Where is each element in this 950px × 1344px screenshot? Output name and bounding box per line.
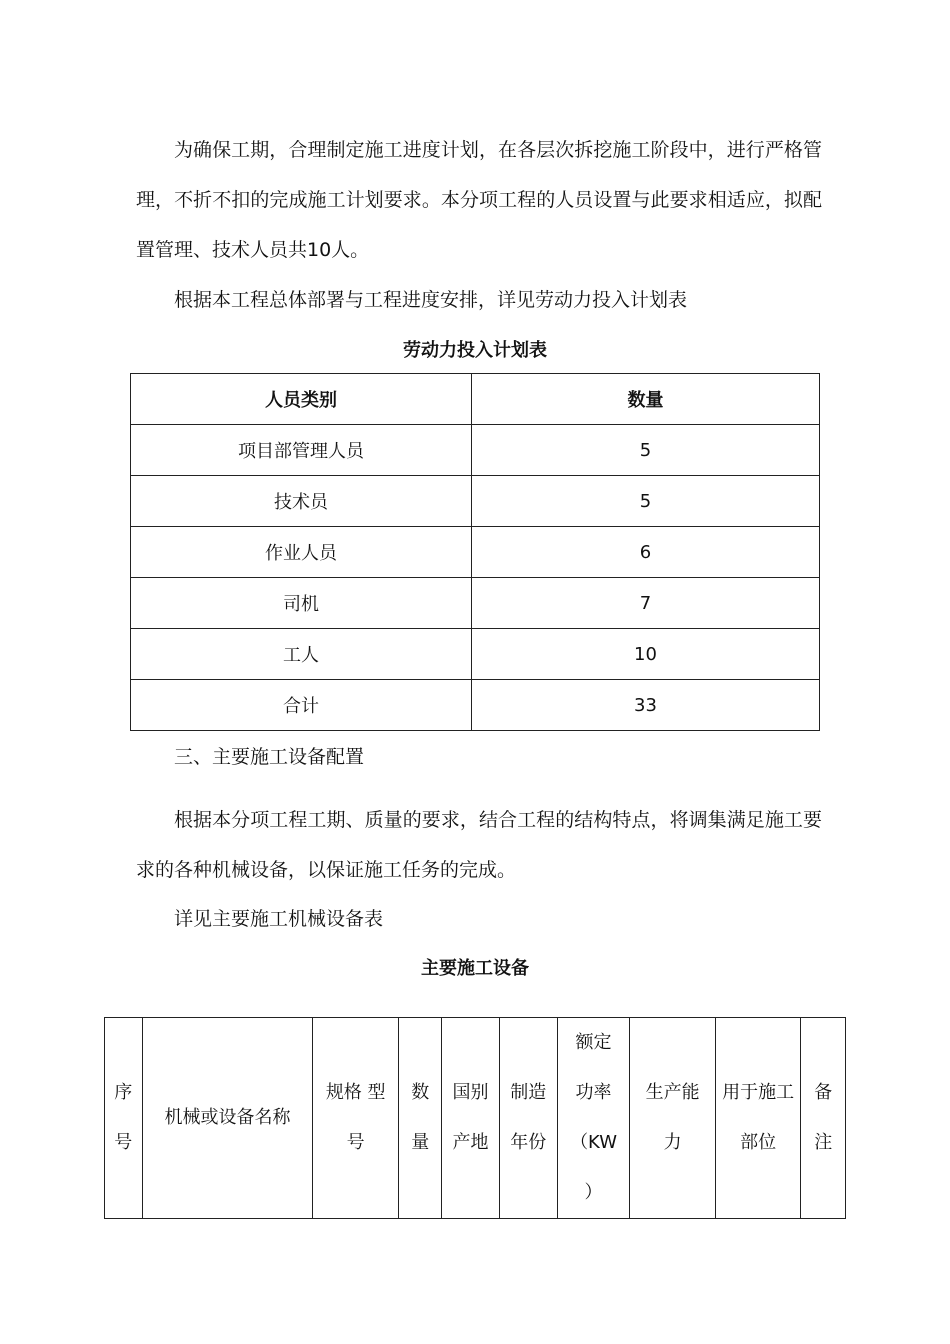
equipment-table-caption: 主要施工设备 (421, 958, 529, 979)
header-construction-location: 用于施工 部位 (715, 1018, 801, 1219)
category-cell: 项目部管理人员 (131, 425, 472, 476)
intro-paragraph: 为确保工期，合理制定施工进度计划，在各层次拆挖施工阶段中，进行严格管理，不折不扣的完成施工计划要求。本分项工程的人员设置与此要求相适应，拟配置管理、技术人员共10人。 (136, 139, 822, 261)
header-production-capacity: 生产能 力 (630, 1018, 716, 1219)
quantity-cell: 5 (472, 425, 820, 476)
category-cell: 作业人员 (131, 527, 472, 578)
table-row (131, 425, 820, 476)
header-equipment-name: 机械或设备名称 (142, 1018, 313, 1219)
table-row-total (131, 680, 820, 731)
header-manufacture-year: 制造 年份 (499, 1018, 557, 1219)
table-header-row (131, 374, 820, 425)
header-quantity: 数 量 (398, 1018, 441, 1219)
header-quantity: 数量 (472, 374, 820, 425)
header-personnel-category: 人员类别 (131, 374, 472, 425)
header-remarks: 备 注 (801, 1018, 846, 1219)
table-row (131, 629, 820, 680)
quantity-cell: 6 (472, 527, 820, 578)
quantity-cell: 5 (472, 476, 820, 527)
equipment-description-paragraph: 根据本分项工程工期、质量的要求，结合工程的结构特点，将调集满足施工要求的各种机械设备，以保证施工任务的完成。 (136, 809, 822, 881)
equipment-table (104, 1017, 846, 1219)
labor-reference-paragraph: 根据本工程总体部署与工程进度安排，详见劳动力投入计划表 (174, 289, 688, 311)
category-cell: 合计 (131, 680, 472, 731)
category-cell: 技术员 (131, 476, 472, 527)
header-serial-no: 序 号 (105, 1018, 143, 1219)
section-heading: 三、主要施工设备配置 (174, 746, 365, 768)
header-country-origin: 国别 产地 (442, 1018, 499, 1219)
table-row (131, 476, 820, 527)
quantity-cell: 10 (472, 629, 820, 680)
category-cell: 司机 (131, 578, 472, 629)
header-specification-model: 规格 型 号 (313, 1018, 399, 1219)
table-row (131, 578, 820, 629)
labor-table-caption: 劳动力投入计划表 (403, 340, 547, 361)
labor-plan-table (130, 373, 820, 731)
category-cell: 工人 (131, 629, 472, 680)
equipment-reference-paragraph: 详见主要施工机械设备表 (174, 908, 384, 930)
quantity-cell: 33 (472, 680, 820, 731)
header-rated-power: 额定 功率 （KW ） (557, 1018, 629, 1219)
quantity-cell: 7 (472, 578, 820, 629)
table-header-row (105, 1018, 846, 1219)
table-row (131, 527, 820, 578)
